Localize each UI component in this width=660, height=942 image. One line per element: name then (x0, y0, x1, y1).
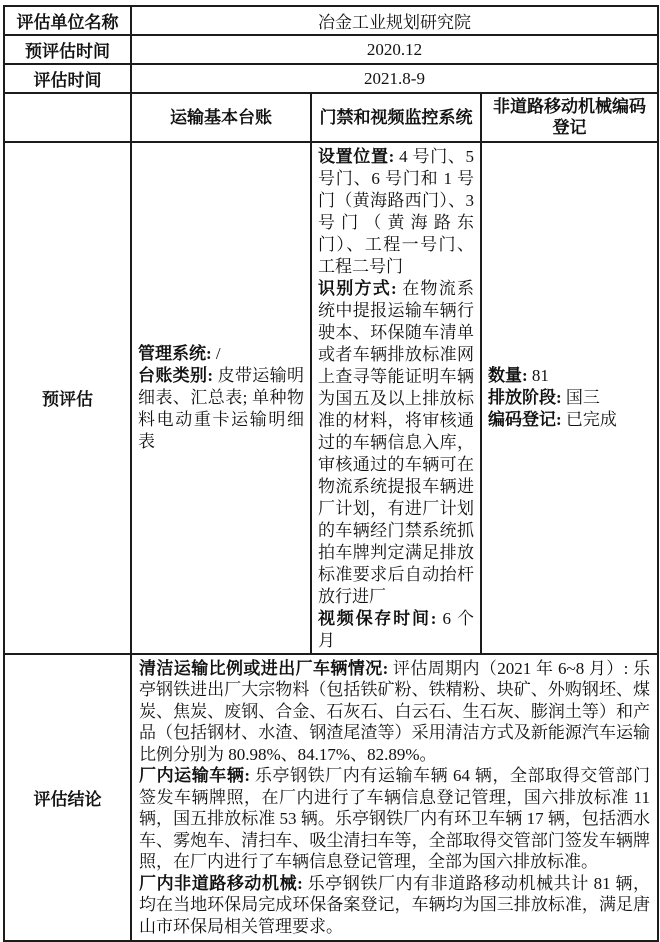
table-row (4, 35, 658, 64)
pre-eval-time-label: 预评估时间 (4, 35, 131, 64)
item-text: 国三 (561, 387, 600, 407)
quantity-item (488, 365, 651, 387)
nonroad-machinery-cell (481, 142, 658, 654)
pre-eval-time-value: 2020.12 (131, 35, 658, 64)
item-label: 厂内非道路移动机械: (139, 873, 303, 893)
eval-unit-name-value: 冶金工业规划研究院 (131, 6, 658, 35)
evaluation-table (3, 5, 659, 942)
conclusion-row (4, 654, 658, 942)
item-text: 81 (527, 365, 549, 385)
eval-unit-name-label: 评估单位名称 (4, 6, 131, 35)
transport-ledger-cell (131, 142, 311, 654)
clean-transport-ratio-paragraph (139, 658, 650, 766)
table-header-row (4, 93, 658, 142)
coding-registration-item (488, 409, 651, 431)
conclusion-cell (131, 654, 658, 942)
video-retention-item (318, 608, 474, 652)
item-label: 编码登记: (488, 409, 562, 429)
gate-location-item (318, 146, 474, 278)
item-label: 设置位置: (318, 146, 395, 166)
emission-stage-item (488, 387, 651, 409)
header-gate-video-system: 门禁和视频监控系统 (311, 93, 481, 142)
table-row (4, 64, 658, 93)
item-text: / (211, 343, 221, 363)
management-system-item (138, 343, 304, 365)
item-text: 乐亭钢铁厂内有非道路移动机械共计 81 辆，均在当地环保局完成环保备案登记，车辆均为国三排放标准，满足唐山市环保局相关管理要求。 (139, 873, 651, 936)
gate-video-cell (311, 142, 481, 654)
table-row (4, 6, 658, 35)
header-empty-cell (4, 93, 131, 142)
eval-time-value: 2021.8-9 (131, 64, 658, 93)
item-label: 清洁运输比例或进出厂车辆情况: (139, 658, 389, 678)
item-label: 数量: (488, 365, 528, 385)
item-text: 6 个月 (318, 608, 475, 650)
item-label: 视频保存时间: (318, 608, 437, 628)
item-label: 排放阶段: (488, 387, 562, 407)
header-nonroad-coding: 非道路移动机械编码登记 (481, 93, 658, 142)
recognition-method-item (318, 278, 474, 608)
pre-eval-row-label: 预评估 (4, 142, 131, 654)
pre-eval-row (4, 142, 658, 654)
item-text: 评估周期内（2021 年 6~8 月）: 乐亭钢铁进出厂大宗物料（包括铁矿粉、铁精粉、块矿、外购钢坯、煤炭、焦炭、废钢、合金、石灰石、白云石、生石灰、膨润土等）和产品（包括钢材、水渣、钢渣尾渣等）采用清洁方式及新能源汽车运输比例分别为 80.98%、84.17%、82.89%。 (139, 658, 651, 764)
item-text: 皮带运输明细表、汇总表; 单种物料电动重卡运输明细表 (138, 365, 304, 451)
in-plant-vehicles-paragraph (139, 765, 650, 873)
item-text: 在物流系统中提报运输车辆行驶本、环保随车清单或者车辆排放标准网上查寻等能证明车辆为国五及以上排放标准的材料，将审核通过的车辆信息入库，审核通过的车辆可在物流系统提报车辆进厂计划，有进厂计划的车辆经门禁系统抓拍车牌判定满足排放标准要求后自动抬杆放行进厂 (318, 278, 474, 606)
header-transport-ledger: 运输基本台账 (131, 93, 311, 142)
item-label: 管理系统: (138, 343, 212, 363)
item-text: 4 号门、5 号门、6 号门和 1 号门（黄海路西门）、3 号门（黄海路东门）、工程一号门、工程二号门 (318, 146, 475, 276)
item-text: 乐亭钢铁厂内有运输车辆 64 辆，全部取得交管部门签发车辆牌照，在厂内进行了车辆信息登记管理，国六排放标准 11 辆，国五排放标准 53 辆。乐亭钢铁厂内有环卫车辆 17 辆，包括洒水车、雾炮车、清扫车、吸尘清扫车等，全部取得交管部门签发车辆牌照，在厂内进行了车辆信息登记管理，全部为国六排放标准。 (139, 766, 651, 871)
ledger-type-item (138, 365, 304, 453)
item-label: 识别方式: (318, 278, 397, 298)
item-text: 已完成 (561, 409, 617, 429)
conclusion-row-label: 评估结论 (4, 654, 131, 942)
item-label: 台账类别: (138, 365, 214, 385)
item-label: 厂内运输车辆: (139, 766, 251, 785)
in-plant-nonroad-machinery-paragraph (139, 873, 650, 938)
eval-time-label: 评估时间 (4, 64, 131, 93)
